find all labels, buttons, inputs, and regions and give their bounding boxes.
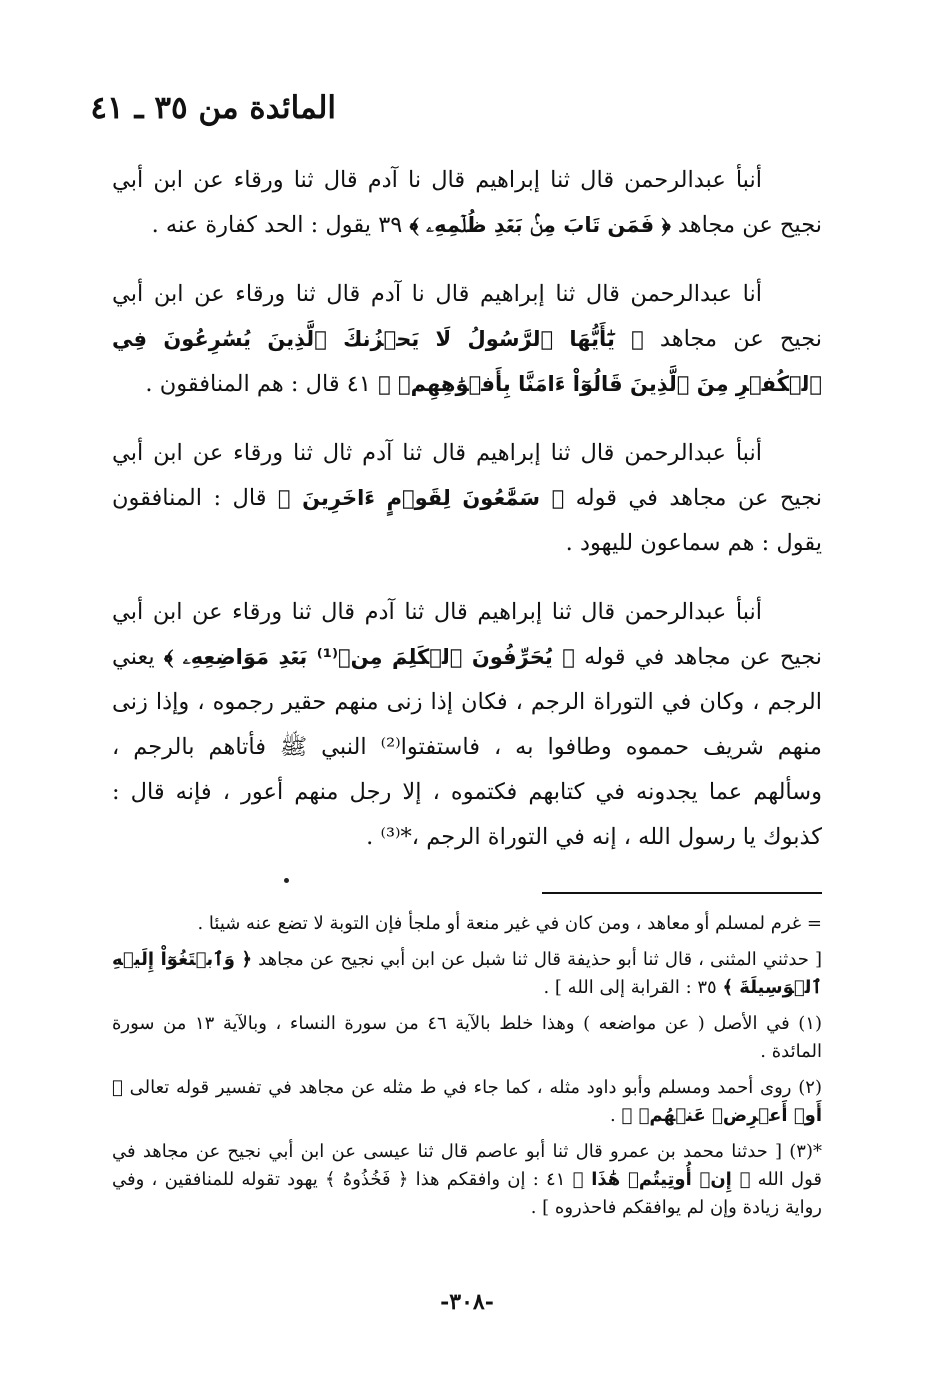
footnote-text: *(٣) [ حدثنا محمد بن عمرو قال ثنا أبو عاصم قال ثنا عيسى عن ابن أبي نجيح عن مجاهد في قول الله <box>112 1141 822 1190</box>
footnote-text: (٢) روى أحمد ومسلم وأبو داود مثله ، كما جاء في ط مثله عن مجاهد في تفسير قوله تعالى <box>122 1077 822 1098</box>
paragraph-text: أنبأ عبدالرحمن قال ثنا إبراهيم قال ثنا آدم ثال ثنا ورقاء عن ابن أبي نجيح عن مجاهد في قوله <box>112 440 823 511</box>
footnote <box>112 1010 822 1066</box>
paragraph-text: قال : المنافقون يقول : هم سماعون لليهود . <box>112 485 822 556</box>
footnote-text: ٣٥ : القرابة إلى الله ] . <box>543 977 723 998</box>
paragraph-text: ٣٩ يقول : الحد كفارة عنه . <box>151 212 410 238</box>
footnote-text: ٤١ : إن وافقكم هذا ﴿ فَخُذُوهُ ﴾ يهود تقوله للمنافقين ، وفي رواية زيادة وإن لم يوافقكم فاحذروه ] . <box>112 1169 822 1218</box>
page-header-title: المائدة من ٣٥ ـ ٤١ <box>90 90 336 126</box>
quran-verse: ﴿ سَمَّٰعُونَ لِقَوۡمٍ ءَاخَرِينَ ﴾ <box>277 486 565 510</box>
paragraph <box>112 158 822 248</box>
paragraph <box>112 272 822 407</box>
quran-verse: ﴿ إِنۡ أُوتِيتُمۡ هَٰذَا ﴾ <box>572 1169 751 1190</box>
footnotes <box>112 910 822 1230</box>
footnote <box>112 1138 822 1222</box>
paragraph-text: أنبأ عبدالرحمن قال ثنا إبراهيم قال نا آدم قال ثنا ورقاء عن ابن أبي نجيح عن مجاهد <box>112 167 822 238</box>
footnote-text: (١) في الأصل ( عن مواضعه ) وهذا خلط بالآية ٤٦ من سورة النساء ، وبالآية ١٣ من سورة المائدة . <box>112 1013 822 1062</box>
quran-verse: ﴿ وَٱبۡتَغُوٓاْ إِلَيۡهِ ٱلۡوَسِيلَةَ ﴾ <box>112 949 822 998</box>
footnote-text: . <box>610 1105 622 1126</box>
footnote-text: = غرم لمسلم أو معاهد ، ومن كان في غير منعة أو ملجأ فإن التوبة لا تضع عنه شيئا . <box>197 913 822 934</box>
ink-dot <box>284 878 289 883</box>
quran-verse: ﴿ فَمَن تَابَ مِنۢ بَعۡدِ ظُلۡمِهِۦ ﴾ <box>409 213 671 237</box>
paragraph-text: أنا عبدالرحمن قال ثنا إبراهيم قال نا آدم قال ثنا ورقاء عن ابن أبي نجيح عن مجاهد <box>112 281 823 352</box>
footnote <box>112 910 822 938</box>
paragraph-text: يعني الرجم ، وكان في التوراة الرجم ، فكان إذا زنى منهم حقير رجموه ، وإذا زنى منهم شريف حمموه وطافوا به ، فاستفتوا⁽²⁾ النبي ﷺ فأتاهم بالرجم ، وسألهم عما يجدونه في كتابهم فكتموه ، إلا رجل منهم أعور ، فإنه قال : كذبوك يا رسول الله ، إنه في التوراة الرجم ،*⁽³⁾ . <box>112 644 822 850</box>
paragraph <box>112 590 822 860</box>
footnote-separator <box>542 892 822 894</box>
paragraph-text: أنبأ عبدالرحمن قال ثنا إبراهيم قال ثنا آدم قال ثنا ورقاء عن ابن أبي نجيح عن مجاهد في قوله <box>112 599 823 670</box>
footnote <box>112 1074 822 1130</box>
footnote <box>112 946 822 1002</box>
quran-verse: ﴿ يُحَرِّفُونَ ٱلۡكَلِمَ مِنۢ⁽¹⁾ بَعۡدِ مَوَاضِعِهِۦ ﴾ <box>163 645 575 669</box>
quran-verse: ﴿ يَٰٓأَيُّهَا ٱلرَّسُولُ لَا يَحۡزُنكَ ٱلَّذِينَ يُسَٰرِعُونَ فِي ٱلۡكُفۡرِ مِنَ ٱلَّذِينَ قَالُوٓاْ ءَامَنَّا بِأَفۡوَٰهِهِمۡ ﴾ <box>112 327 822 396</box>
paragraph-text: ٤١ قال : هم المنافقون . <box>145 371 379 397</box>
footnote-text: [ حدثني المثنى ، قال ثنا أبو حذيفة قال ثنا شبل عن ابن أبي نجيح عن مجاهد <box>252 949 822 970</box>
main-text <box>112 158 822 884</box>
quran-verse: ﴿ أَوۡ أَعۡرِضۡ عَنۡهُمۡ ﴾ <box>112 1077 822 1126</box>
paragraph <box>112 431 822 566</box>
page-number: -٣٠٨- <box>440 1289 494 1315</box>
